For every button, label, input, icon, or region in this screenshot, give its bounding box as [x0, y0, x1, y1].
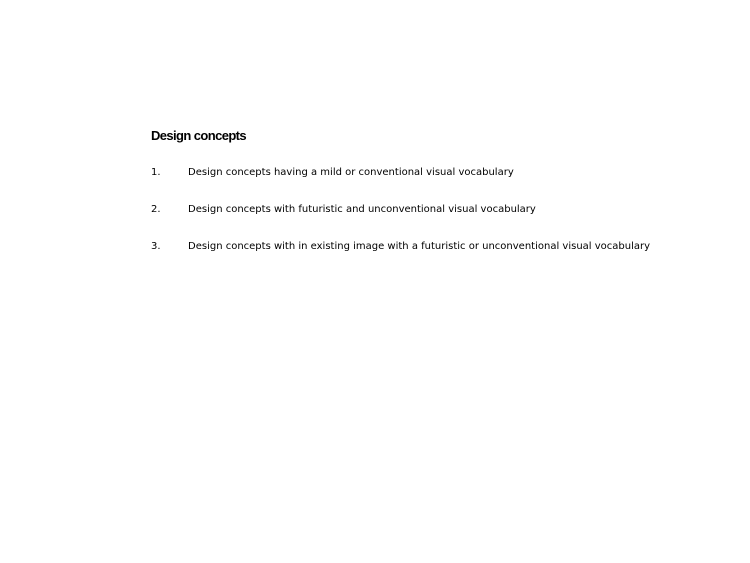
list-item-text: Design concepts with in existing image with a futuristic or unconventional visual vocabulary [188, 241, 651, 252]
list-item-text: Design concepts having a mild or conventional visual vocabulary [188, 167, 514, 178]
list-item-number: 3. [151, 241, 161, 252]
section-heading: Design concepts [151, 128, 247, 143]
list-item-number: 2. [151, 204, 161, 215]
list-item-number: 1. [151, 167, 161, 178]
list-item-text: Design concepts with futuristic and unconventional visual vocabulary [188, 204, 536, 215]
